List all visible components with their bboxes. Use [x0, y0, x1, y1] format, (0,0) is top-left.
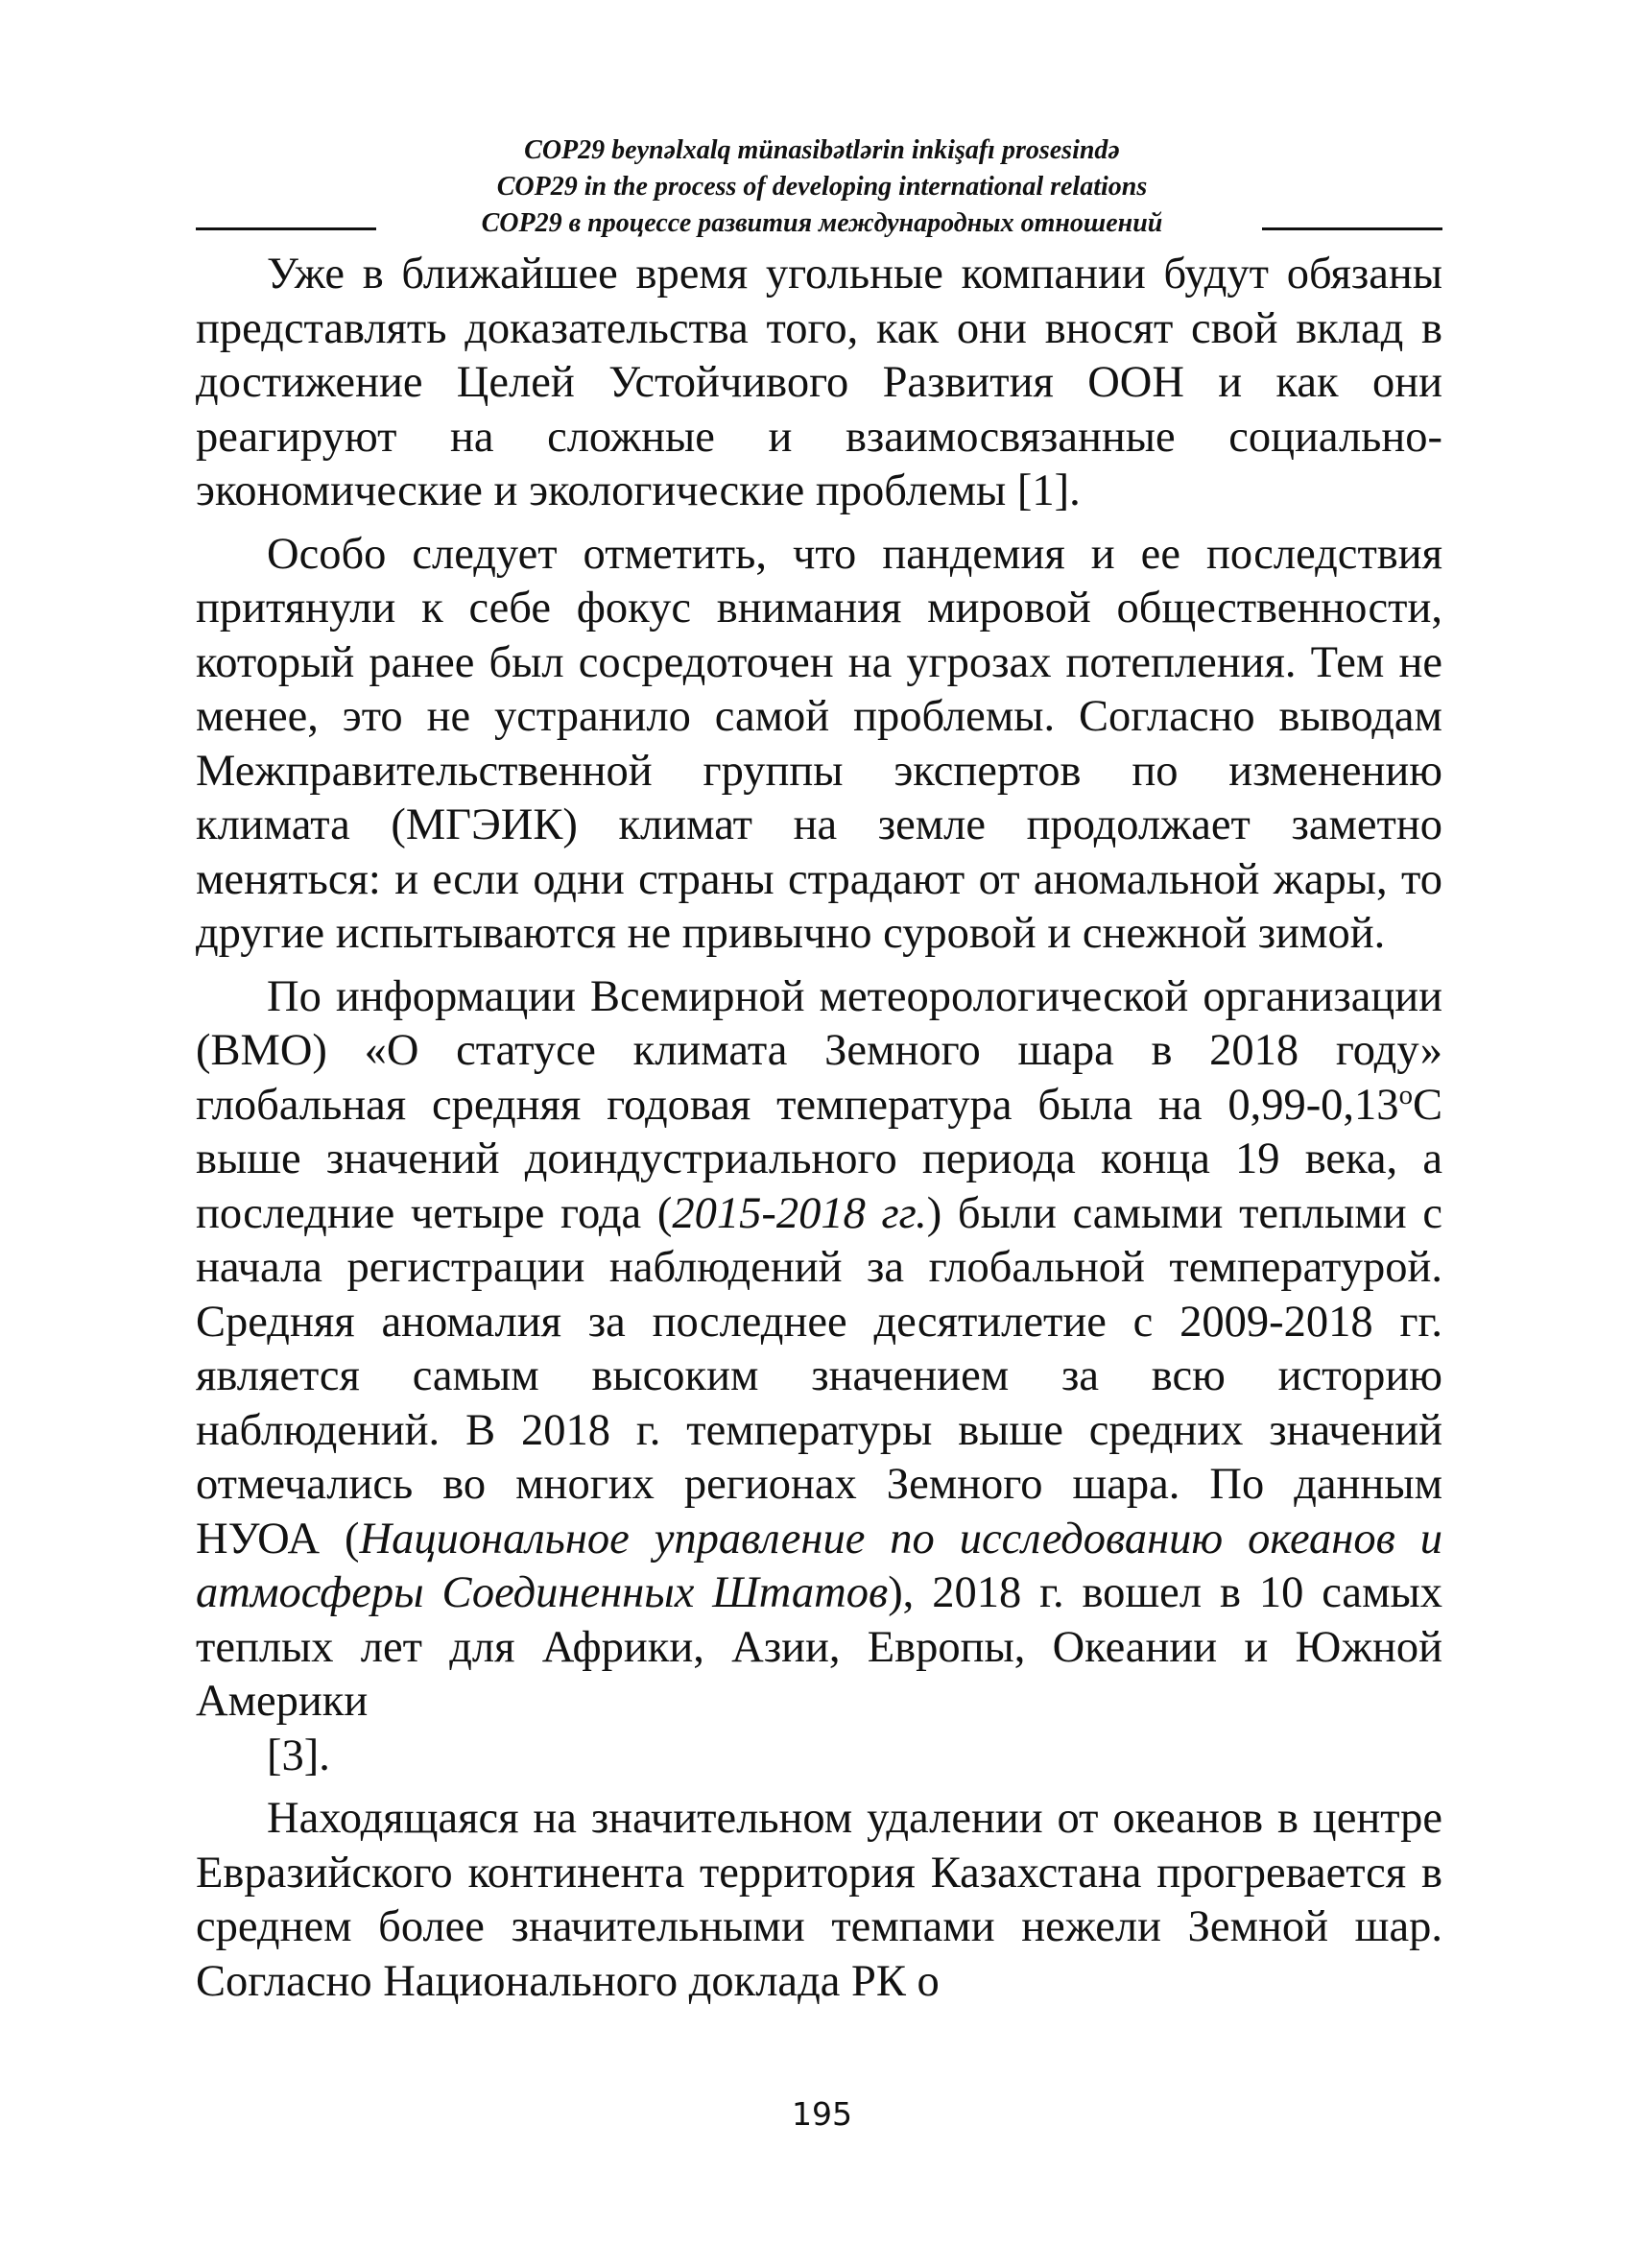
- paragraph-3-text-3: ) были самыми теплыми с начала регистрации наблюдений за глобальной температурой. Средняя аномалия за последнее десятилетие с 2009-2018 гг. является самым высоким значением за всю историю наблюдений. В 2018 г. температуры выше средних значений отмечались во многих регионах Земного шара. По данным НУОА (: [196, 1188, 1442, 1564]
- page-number: 195: [792, 2095, 852, 2133]
- running-header: [0, 132, 1644, 242]
- paragraph-2: Особо следует отметить, что пандемия и ее последствия притянули к себе фокус внимания мировой общественности, который ранее был сосредоточен на угрозах потепления. Тем не менее, это не устранило самой проблемы. Согласно выводам Межправительственной группы экспертов по изменению климата (МГЭИК) климат на земле продолжает заметно меняться: и если одни страны страдают от аномальной жары, то другие испытываются не привычно суровой и снежной зимой.: [196, 529, 1442, 958]
- paragraph-3-italic-years: 2015-2018 гг.: [672, 1188, 927, 1238]
- degree-superscript: о: [1398, 1079, 1413, 1110]
- paragraph-1: Уже в ближайшее время угольные компании будут обязаны представлять доказательства того, как они вносят свой вклад в достижение Целей Устойчивого Развития ООН и как они реагируют на сложные и взаимосвязанные социально-экономические и экологические проблемы [1].: [196, 250, 1442, 515]
- paragraph-3: [196, 970, 1442, 1784]
- paragraph-3-italic-noaa: Национальное управление по исследованию океанов и атмосферы Соединенных Штатов: [196, 1514, 1442, 1617]
- paragraph-3-text-1: По информации Всемирной метеорологической организации (ВМО) «О статусе климата Земного шара в 2018 году» глобальная средняя годовая температура была на 0,99-0,13: [196, 971, 1442, 1130]
- paragraph-3-reference: [3].: [267, 1731, 330, 1780]
- header-line-azerbaijani: COP29 beynəlxalq münasibətlərin inkişafı prosesində: [524, 135, 1120, 165]
- paragraph-4: Находящаяся на значительном удалении от океанов в центре Евразийского континента территория Казахстана прогревается в среднем более значительными темпами нежели Земной шар. Согласно Национального доклада РК о: [196, 1794, 1442, 2006]
- header-line-english: COP29 in the process of developing international relations: [496, 172, 1148, 202]
- paragraph-3-text-2: С выше значений доиндустриального периода конца 19 века, а последние четыре года (: [196, 1080, 1442, 1238]
- header-rule-left: [196, 227, 376, 230]
- article-body: [196, 248, 1442, 2009]
- paragraph-3-text-4: ), 2018 г. вошел в 10 самых теплых лет для Африки, Азии, Европы, Океании и Южной Америки: [196, 1568, 1442, 1726]
- header-rule-right: [1262, 227, 1442, 230]
- header-line-russian: COP29 в процессе развития международных отношений: [481, 208, 1163, 238]
